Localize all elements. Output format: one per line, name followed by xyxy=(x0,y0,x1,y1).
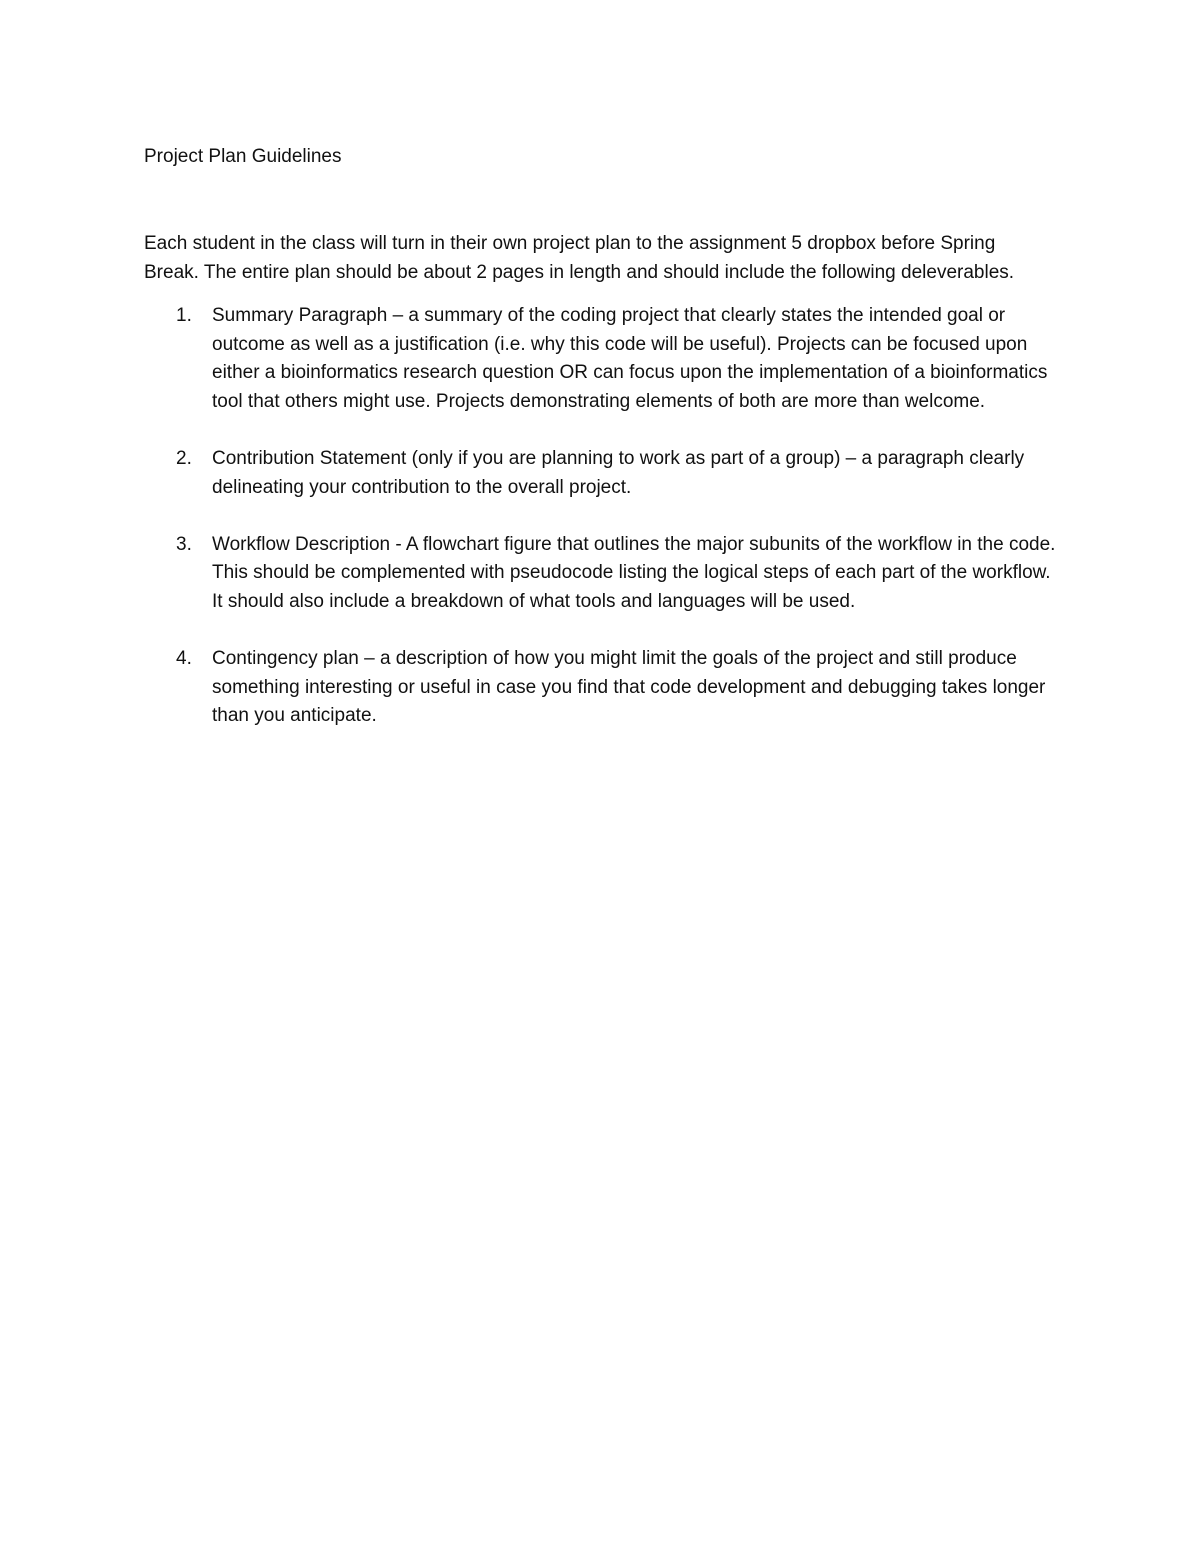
intro-paragraph: Each student in the class will turn in their own project plan to the assignment 5 dropbox before Spring Break. The entire plan should be about 2 pages in length and should include the following deleverables. xyxy=(144,233,1015,283)
list-item-text: Contribution Statement (only if you are planning to work as part of a group) – a paragraph clearly delineating your contribution to the overall project. xyxy=(212,447,1025,498)
list-item-text: Workflow Description - A flowchart figure that outlines the major subunits of the workflow in the code. This should be complemented with pseudocode listing the logical steps of each part of the workflow. It should also include a breakdown of what tools and languages will be used. xyxy=(212,533,1056,612)
list-item-number: 4. xyxy=(176,648,192,670)
deliverables-list xyxy=(144,302,1064,760)
list-item-number: 3. xyxy=(176,533,192,555)
list-item-number: 2. xyxy=(176,447,192,469)
list-item xyxy=(144,531,1064,617)
list-item xyxy=(144,302,1064,416)
list-item-number: 1. xyxy=(176,305,192,326)
page-title: Project Plan Guidelines xyxy=(144,146,342,167)
list-item xyxy=(144,445,1064,502)
list-item-text: Summary Paragraph – a summary of the coding project that clearly states the intended goal or outcome as well as a justification (i.e. why this code will be useful). Projects can be focused upon either a bioinformatics research question OR can focus upon the implementation of a bioinformatics tool that others might use. Projects demonstrating elements of both are more than welcome. xyxy=(212,305,1048,412)
list-item-text: Contingency plan – a description of how you might limit the goals of the project and still produce something interesting or useful in case you find that code development and debugging takes longer than you anticipate. xyxy=(212,648,1046,727)
list-item xyxy=(144,645,1064,731)
